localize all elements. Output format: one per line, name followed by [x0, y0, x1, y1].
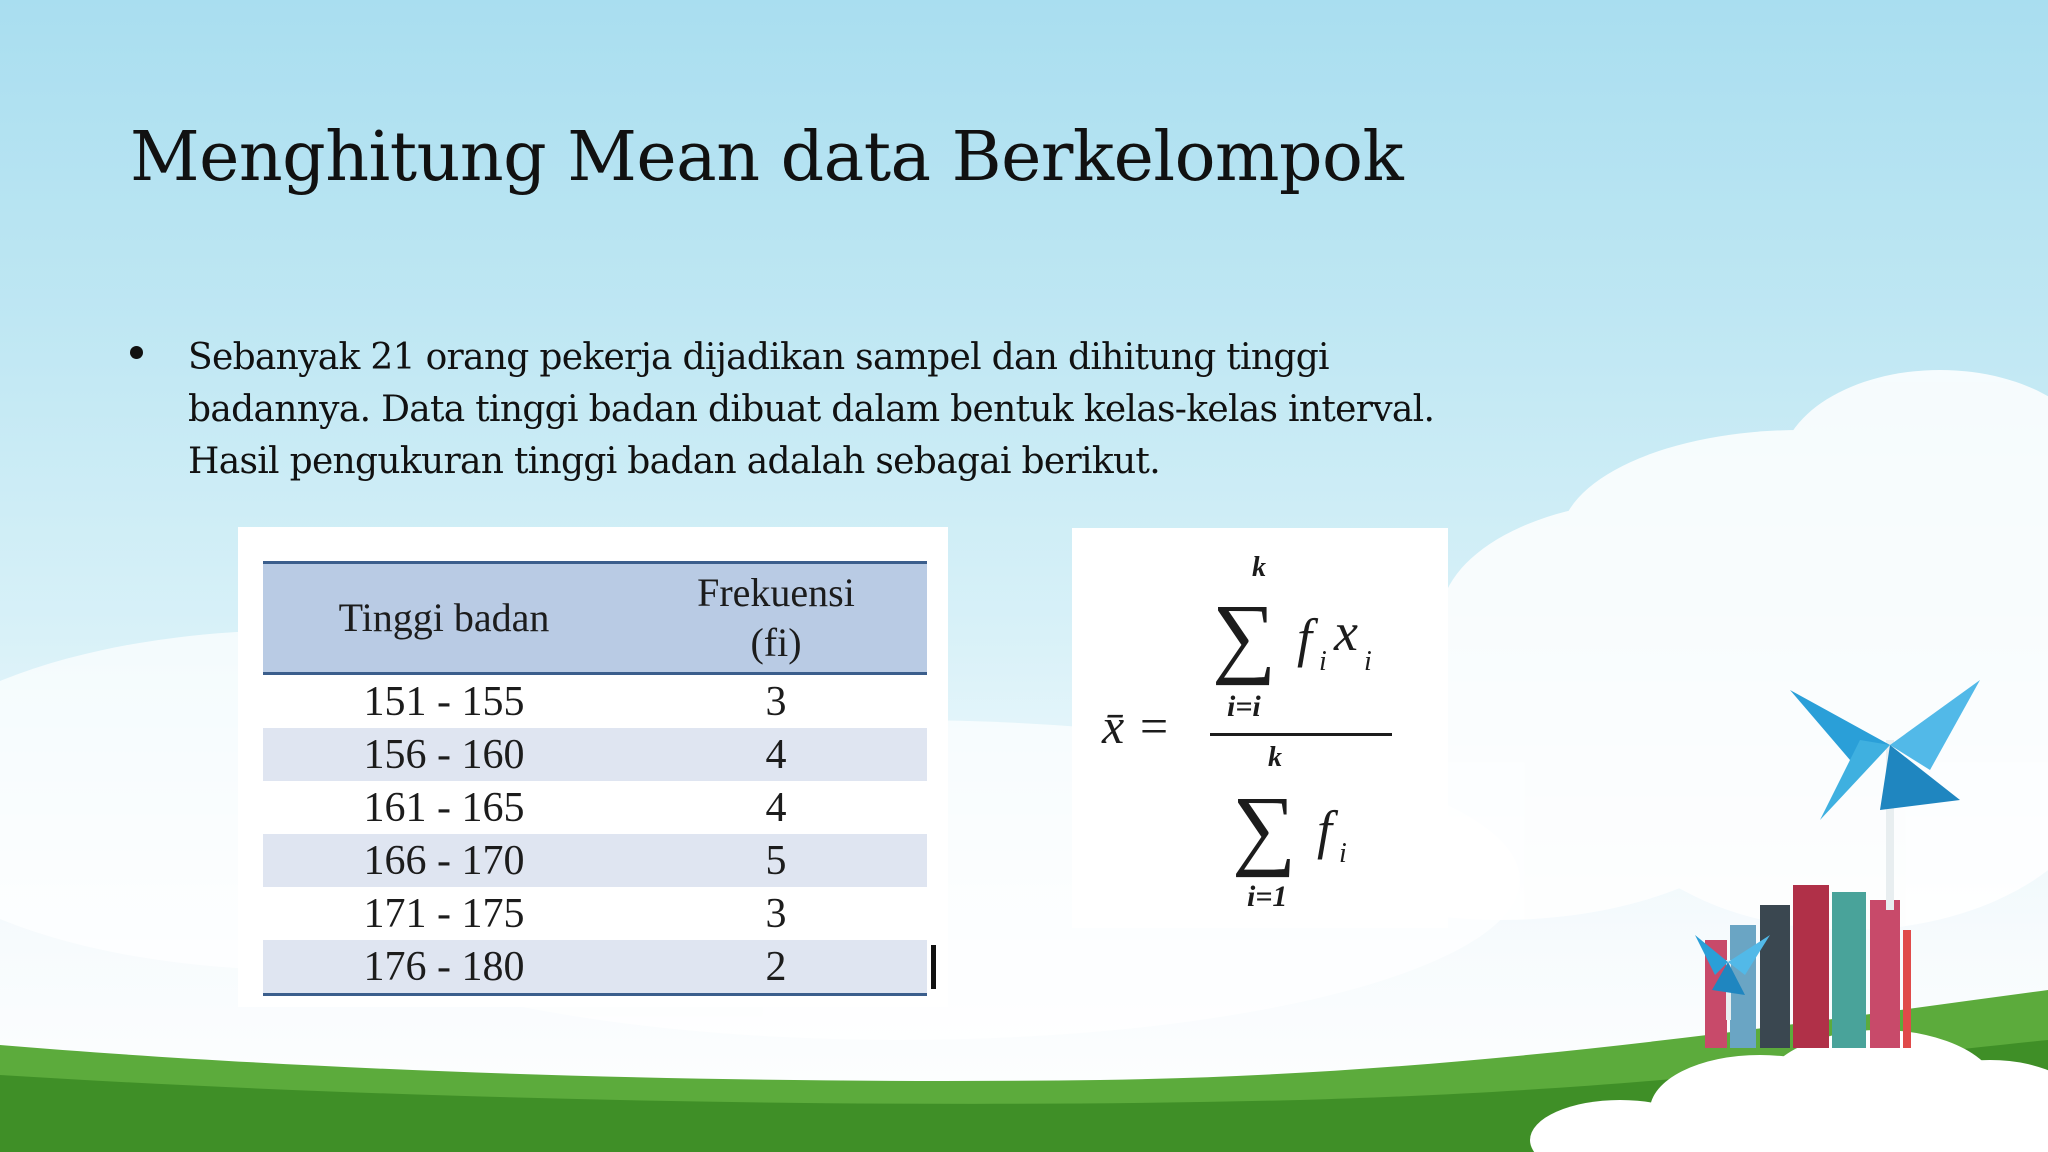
den-f: f [1317, 800, 1333, 860]
bullet-text: Sebanyak 21 orang pekerja dijadikan sampel dan dihitung tinggi badannya. Data tinggi badan dibuat dalam bentuk kelas-kelas interval. Hasil pengukuran tinggi badan adalah sebagai berikut. [188, 337, 1435, 482]
header-frekuensi [625, 563, 927, 674]
table-row [263, 887, 927, 940]
num-x: x [1334, 602, 1358, 662]
num-x-sub: i [1364, 646, 1372, 677]
frequency-table-image [238, 527, 948, 1007]
range-cell: 161 - 165 [363, 784, 525, 831]
formula-lhs: x̄ = [1102, 698, 1171, 754]
header-tinggi-badan: Tinggi badan [263, 563, 625, 674]
num-f: f [1297, 608, 1313, 668]
den-lower-limit: i=1 [1247, 880, 1288, 913]
table-row [263, 728, 927, 781]
range-cell: 151 - 155 [363, 678, 525, 725]
table-row [263, 834, 927, 887]
freq-cell: 5 [625, 834, 927, 887]
bullet-dot-icon [130, 346, 143, 359]
header-frekuensi-text: Frekuensi (fi) [697, 570, 855, 665]
den-f-sub: i [1339, 838, 1347, 869]
range-cell: 176 - 180 [263, 940, 625, 995]
freq-cell: 3 [765, 678, 787, 725]
mean-formula [1072, 528, 1448, 928]
den-upper-limit: k [1268, 742, 1282, 773]
num-sigma-icon: ∑ [1212, 587, 1277, 686]
freq-cell: 4 [765, 784, 787, 831]
mean-formula-image [1072, 528, 1448, 928]
range-cell: 171 - 175 [363, 890, 525, 937]
freq-cell: 3 [765, 890, 787, 937]
table-row [263, 940, 927, 995]
range-cell: 156 - 160 [263, 728, 625, 781]
num-lower-limit: i=i [1227, 690, 1261, 723]
slide-title: Menghitung Mean data Berkelompok [130, 118, 1404, 197]
freq-cell: 4 [625, 728, 927, 781]
frequency-table [263, 561, 927, 996]
fraction-bar [1210, 733, 1392, 736]
den-sigma-icon: ∑ [1232, 779, 1297, 878]
freq-cell: 2 [625, 940, 927, 995]
table-row [263, 781, 927, 834]
range-cell: 166 - 170 [263, 834, 625, 887]
bullet-paragraph [130, 332, 1510, 488]
num-f-sub: i [1319, 646, 1327, 677]
table-row [263, 674, 927, 729]
table-header-row [263, 563, 927, 674]
num-upper-limit: k [1252, 552, 1266, 583]
text-cursor [931, 945, 936, 989]
